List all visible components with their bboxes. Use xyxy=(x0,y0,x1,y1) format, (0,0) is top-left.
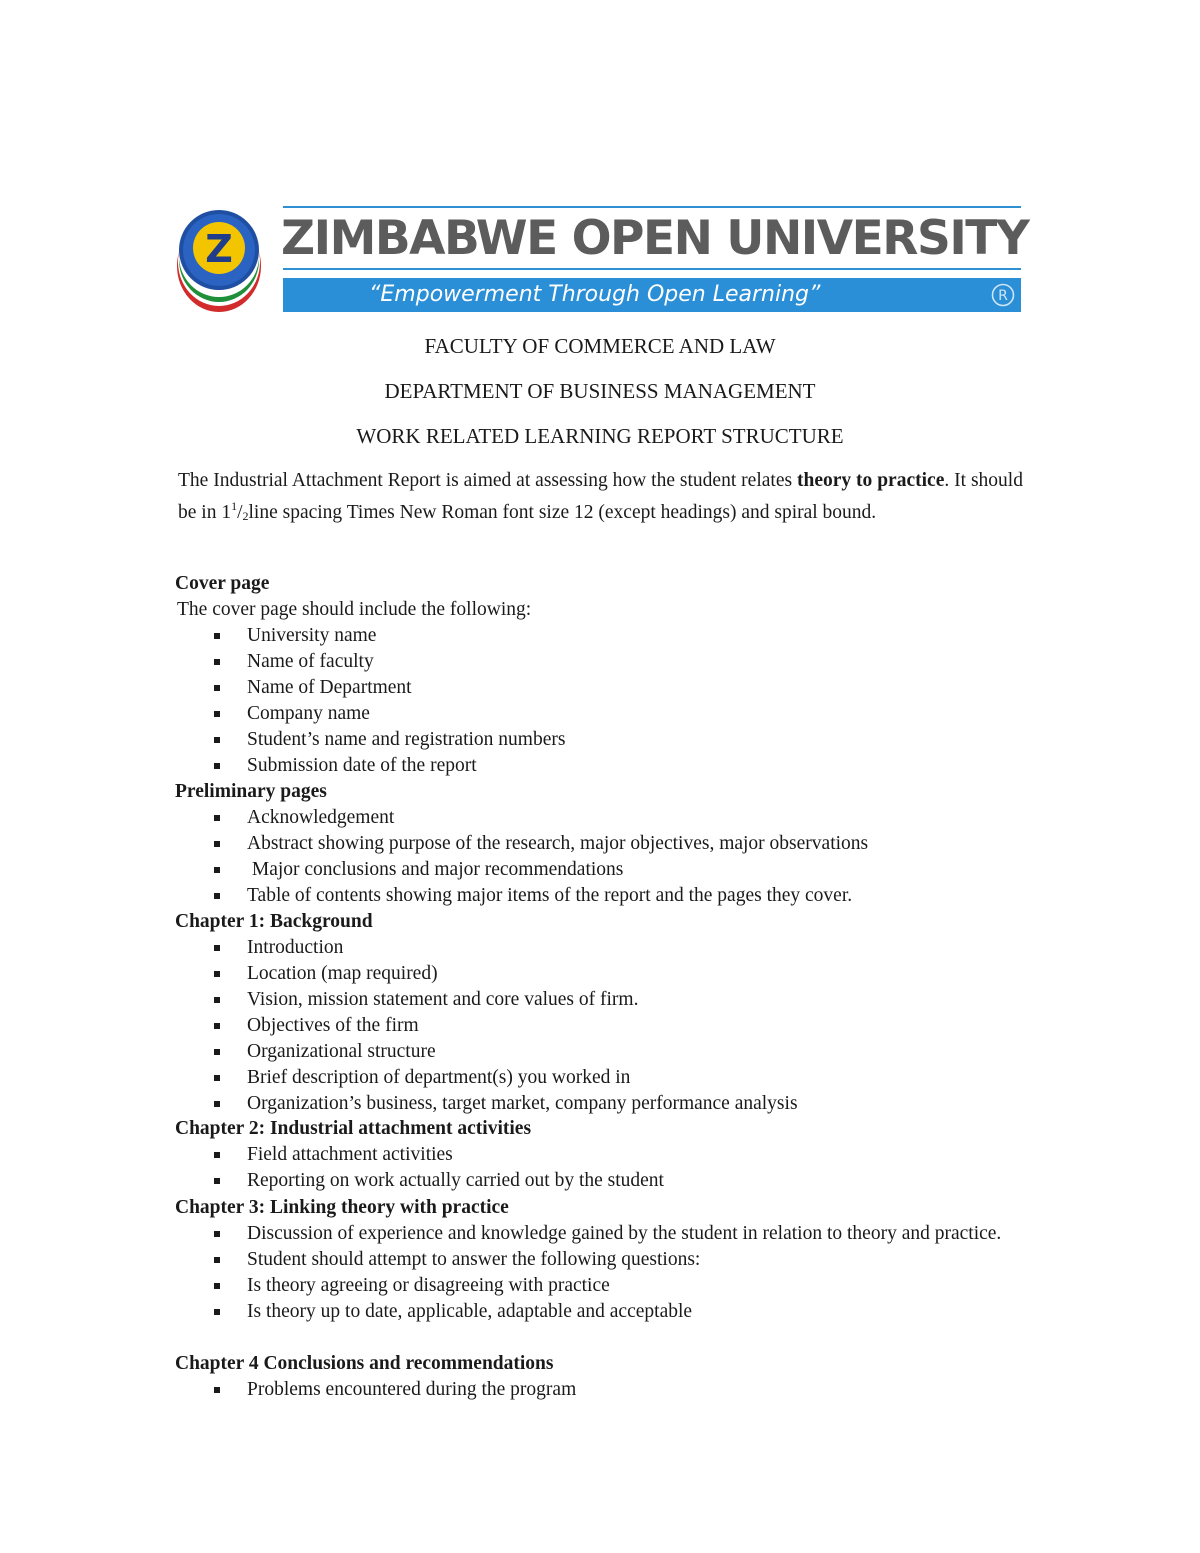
faculty-heading: FACULTY OF COMMERCE AND LAW xyxy=(424,334,776,358)
list-item: Submission date of the report xyxy=(175,753,1025,779)
square-bullet-icon xyxy=(214,685,220,691)
section-chapter-4 xyxy=(175,1351,1025,1403)
list-item: Is theory up to date, applicable, adaptable and acceptable xyxy=(175,1299,1025,1325)
section-chapter-1 xyxy=(175,909,1025,1117)
university-emblem-icon xyxy=(175,206,263,314)
section-title: Cover page xyxy=(175,573,270,594)
list-item: Introduction xyxy=(175,935,1025,961)
bullet-list xyxy=(175,623,1025,779)
bullet-list xyxy=(175,805,1025,909)
square-bullet-icon xyxy=(214,711,220,717)
svg-text:R: R xyxy=(998,288,1008,304)
list-item: Location (map required) xyxy=(175,961,1025,987)
list-item: Brief description of department(s) you worked in xyxy=(175,1065,1025,1091)
list-item: Discussion of experience and knowledge gained by the student in relation to theory and practice. xyxy=(175,1221,1025,1247)
section-title: Chapter 3: Linking theory with practice xyxy=(175,1197,509,1218)
square-bullet-icon xyxy=(214,1257,220,1263)
square-bullet-icon xyxy=(214,893,220,899)
square-bullet-icon xyxy=(214,815,220,821)
list-item: Objectives of the firm xyxy=(175,1013,1025,1039)
tagline-banner xyxy=(283,278,1021,312)
bullet-list xyxy=(175,935,1025,1117)
intro-text-2: . It should be in 1 xyxy=(178,470,1023,523)
intro-bold-text: theory to practice xyxy=(796,470,945,491)
list-item: Acknowledgement xyxy=(175,805,1025,831)
square-bullet-icon xyxy=(214,997,220,1003)
section-cover-page xyxy=(175,571,1025,779)
square-bullet-icon xyxy=(214,1309,220,1315)
square-bullet-icon xyxy=(214,841,220,847)
square-bullet-icon xyxy=(214,1101,220,1107)
section-title: Chapter 2: Industrial attachment activities xyxy=(175,1118,532,1139)
square-bullet-icon xyxy=(214,1387,220,1393)
square-bullet-icon xyxy=(214,945,220,951)
square-bullet-icon xyxy=(214,1049,220,1055)
section-title: Chapter 4 Conclusions and recommendations xyxy=(175,1353,554,1374)
list-item: Organizational structure xyxy=(175,1039,1025,1065)
emblem-letter: Z xyxy=(205,227,233,271)
section-title: Preliminary pages xyxy=(175,781,327,802)
fraction-denominator: 2 xyxy=(242,508,249,523)
list-item: Reporting on work actually carried out by the student xyxy=(175,1168,1025,1194)
list-item: Name of Department xyxy=(175,675,1025,701)
square-bullet-icon xyxy=(214,867,220,873)
list-item: Name of faculty xyxy=(175,649,1025,675)
university-logo xyxy=(175,206,1029,316)
university-tagline: “Empowerment Through Open Learning” xyxy=(369,282,821,307)
list-item: Student should attempt to answer the following questions: xyxy=(175,1247,1025,1273)
bullet-list xyxy=(175,1377,1025,1403)
bullet-list xyxy=(175,1142,1025,1194)
list-item: Vision, mission statement and core values of firm. xyxy=(175,987,1025,1013)
document-title: WORK RELATED LEARNING REPORT STRUCTURE xyxy=(356,424,844,448)
square-bullet-icon xyxy=(214,1231,220,1237)
intro-text-3: line spacing Times New Roman font size 12 (except headings) and spiral bound. xyxy=(248,501,877,523)
square-bullet-icon xyxy=(214,659,220,665)
list-item: Problems encountered during the program xyxy=(175,1377,1025,1403)
university-name: ZIMBABWE OPEN UNIVERSITY xyxy=(281,211,1029,266)
fraction-numerator: 1 xyxy=(231,498,238,513)
department-heading: DEPARTMENT OF BUSINESS MANAGEMENT xyxy=(384,379,816,403)
square-bullet-icon xyxy=(214,1023,220,1029)
square-bullet-icon xyxy=(214,1152,220,1158)
list-item: Abstract showing purpose of the research, major objectives, major observations xyxy=(175,831,1025,857)
list-item: Field attachment activities xyxy=(175,1142,1025,1168)
square-bullet-icon xyxy=(214,737,220,743)
square-bullet-icon xyxy=(214,971,220,977)
section-title: Chapter 1: Background xyxy=(175,911,373,932)
section-preliminary-pages xyxy=(175,779,1025,909)
section-chapter-2 xyxy=(175,1116,1025,1194)
section-lead: The cover page should include the following: xyxy=(177,599,532,620)
list-item: Major conclusions and major recommendations xyxy=(175,857,1025,883)
fraction-slash: / xyxy=(237,501,243,523)
bullet-list xyxy=(175,1221,1025,1325)
square-bullet-icon xyxy=(214,633,220,639)
list-item: Table of contents showing major items of the report and the pages they cover. xyxy=(175,883,1025,909)
square-bullet-icon xyxy=(214,1178,220,1184)
logo-mid-rule xyxy=(283,268,1021,270)
intro-text-1: The Industrial Attachment Report is aimed at assessing how the student relates xyxy=(178,470,797,491)
list-item: Student’s name and registration numbers xyxy=(175,727,1025,753)
registered-mark-icon xyxy=(991,283,1015,307)
list-item: Is theory agreeing or disagreeing with practice xyxy=(175,1273,1025,1299)
list-item: Organization’s business, target market, company performance analysis xyxy=(175,1091,1025,1117)
square-bullet-icon xyxy=(214,1283,220,1289)
logo-top-rule xyxy=(283,206,1021,208)
square-bullet-icon xyxy=(214,763,220,769)
list-item: Company name xyxy=(175,701,1025,727)
list-item: University name xyxy=(175,623,1025,649)
square-bullet-icon xyxy=(214,1075,220,1081)
intro-paragraph xyxy=(178,468,1023,529)
section-chapter-3 xyxy=(175,1195,1025,1325)
